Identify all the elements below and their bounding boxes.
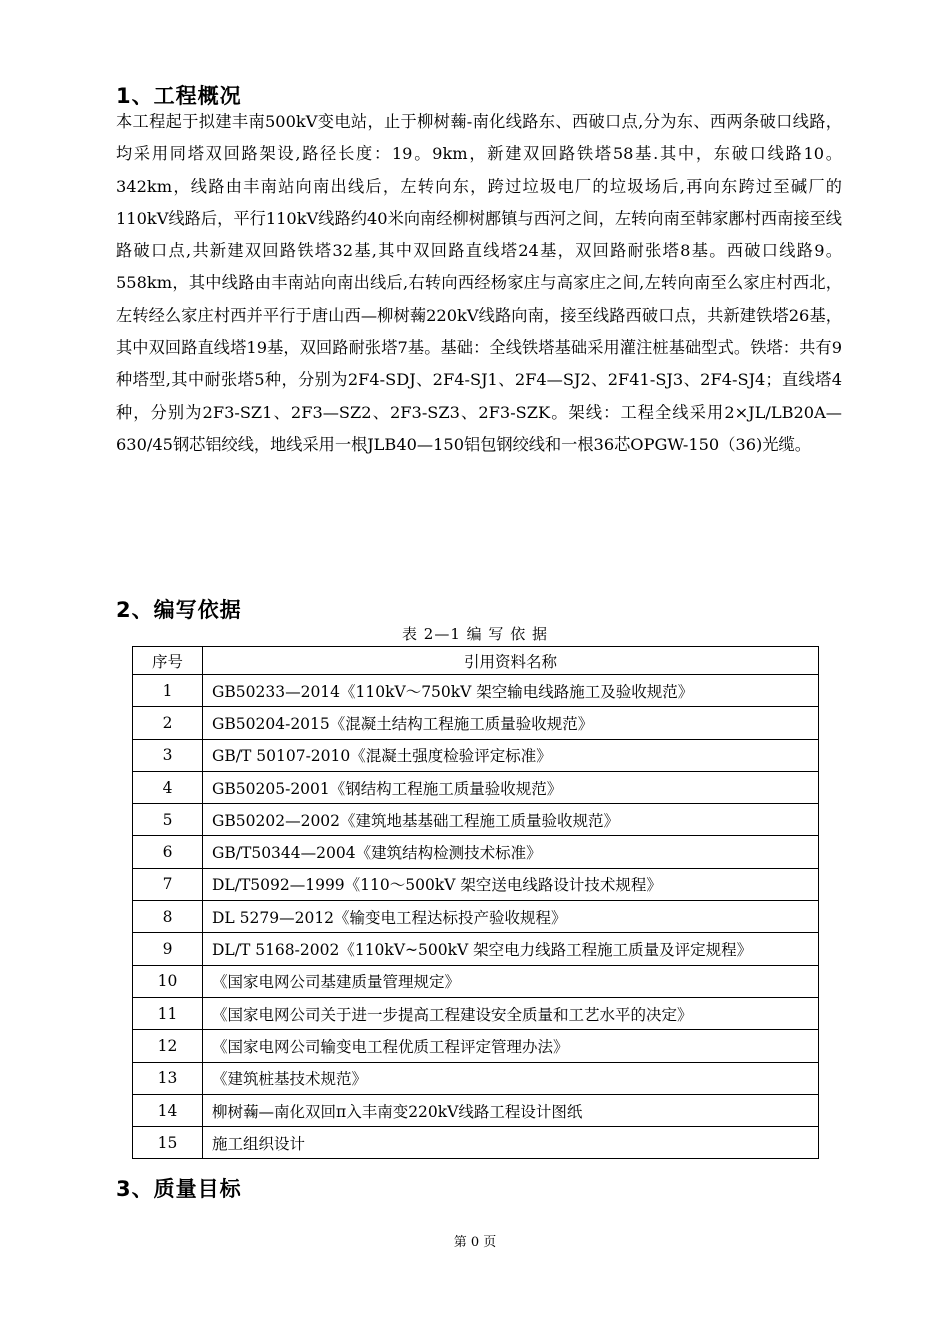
section-heading-basis: 2、编写依据 [116,598,242,622]
row-reference-name: DL/T5092—1999《110～500kV 架空送电线路设计技术规程》 [203,868,819,900]
table-row [133,1127,819,1159]
row-index: 3 [133,739,203,771]
table-row [133,1062,819,1094]
row-index: 14 [133,1094,203,1126]
row-index: 7 [133,868,203,900]
row-reference-name: GB/T50344—2004《建筑结构检测技术标准》 [203,836,819,868]
table-caption: 表 2—1 编 写 依 据 [402,625,548,643]
reference-table-body [133,675,819,1159]
row-reference-name: DL/T 5168-2002《110kV~500kV 架空电力线路工程施工质量及评定规程》 [203,933,819,965]
row-reference-name: GB50205-2001《钢结构工程施工质量验收规范》 [203,771,819,803]
table-header-row [133,647,819,675]
row-index: 13 [133,1062,203,1094]
table-row [133,868,819,900]
table-row [133,739,819,771]
header-reference-name: 引用资料名称 [203,647,819,675]
row-reference-name: GB50202—2002《建筑地基基础工程施工质量验收规范》 [203,804,819,836]
table-row [133,901,819,933]
row-reference-name: 施工组织设计 [203,1127,819,1159]
table-row [133,933,819,965]
row-reference-name: 《国家电网公司关于进一步提高工程建设安全质量和工艺水平的决定》 [203,997,819,1029]
overview-paragraph: 本工程起于拟建丰南500kV变电站，止于柳树䕮-南化线路东、西破口点,分为东、西两条破口线路，均采用同塔双回路架设,路径长度：19。9km，新建双回路铁塔58基.其中，东破口线路10。342km，线路由丰南站向南出线后，左转向东，跨过垃圾电厂的垃圾场后,再向东跨过至碱厂的110kV线路后，平行110kV线路约40米向南经柳树鄌镇与西河之间，左转向南至韩家鄌村西南接至线路破口点,共新建双回路铁塔32基,其中双回路直线塔24基，双回路耐张塔8基。西破口线路9。558km，其中线路由丰南站向南出线后,右转向西经杨家庄与高家庄之间,左转向南至么家庄村西北，左转经么家庄村西并平行于唐山西—柳树䕮220kV线路向南，接至线路西破口点，共新建铁塔26基，其中双回路直线塔19基，双回路耐张塔7基。基础：全线铁塔基础采用灌注桩基础型式。铁塔：共有9种塔型,其中耐张塔5种，分别为2F4-SDJ、2F4-SJ1、2F4—SJ2、2F41-SJ3、2F4-SJ4；直线塔4种，分别为2F3-SZ1、2F3—SZ2、2F3-SZ3、2F3-SZK。架线：工程全线采用2×JL/LB20A—630/45钢芯铝绞线，地线采用一根JLB40—150铝包钢绞线和一根36芯OPGW-150（36)光缆。 [116,112,842,454]
row-index: 5 [133,804,203,836]
table-row [133,1094,819,1126]
table-row [133,1030,819,1062]
row-index: 9 [133,933,203,965]
row-index: 1 [133,675,203,707]
page-number: 第 0 页 [453,1235,497,1250]
table-row [133,675,819,707]
row-index: 15 [133,1127,203,1159]
row-index: 8 [133,901,203,933]
section-heading-quality-target: 3、质量目标 [116,1177,242,1201]
header-index: 序号 [133,647,203,675]
table-row [133,771,819,803]
row-index: 4 [133,771,203,803]
table-row [133,804,819,836]
row-index: 12 [133,1030,203,1062]
row-reference-name: GB/T 50107-2010《混凝土强度检验评定标准》 [203,739,819,771]
row-reference-name: 《国家电网公司基建质量管理规定》 [203,965,819,997]
row-reference-name: 柳树䕮—南化双回π入丰南变220kV线路工程设计图纸 [203,1094,819,1126]
reference-table [132,646,819,1159]
row-reference-name: GB50204-2015《混凝土结构工程施工质量验收规范》 [203,707,819,739]
row-index: 6 [133,836,203,868]
table-row [133,836,819,868]
row-reference-name: GB50233—2014《110kV～750kV 架空输电线路施工及验收规范》 [203,675,819,707]
section-heading-overview: 1、工程概况 [116,84,242,108]
row-reference-name: 《建筑桩基技术规范》 [203,1062,819,1094]
table-row [133,965,819,997]
table-row [133,707,819,739]
row-reference-name: 《国家电网公司输变电工程优质工程评定管理办法》 [203,1030,819,1062]
row-reference-name: DL 5279—2012《输变电工程达标投产验收规程》 [203,901,819,933]
table-row [133,997,819,1029]
row-index: 11 [133,997,203,1029]
row-index: 10 [133,965,203,997]
row-index: 2 [133,707,203,739]
